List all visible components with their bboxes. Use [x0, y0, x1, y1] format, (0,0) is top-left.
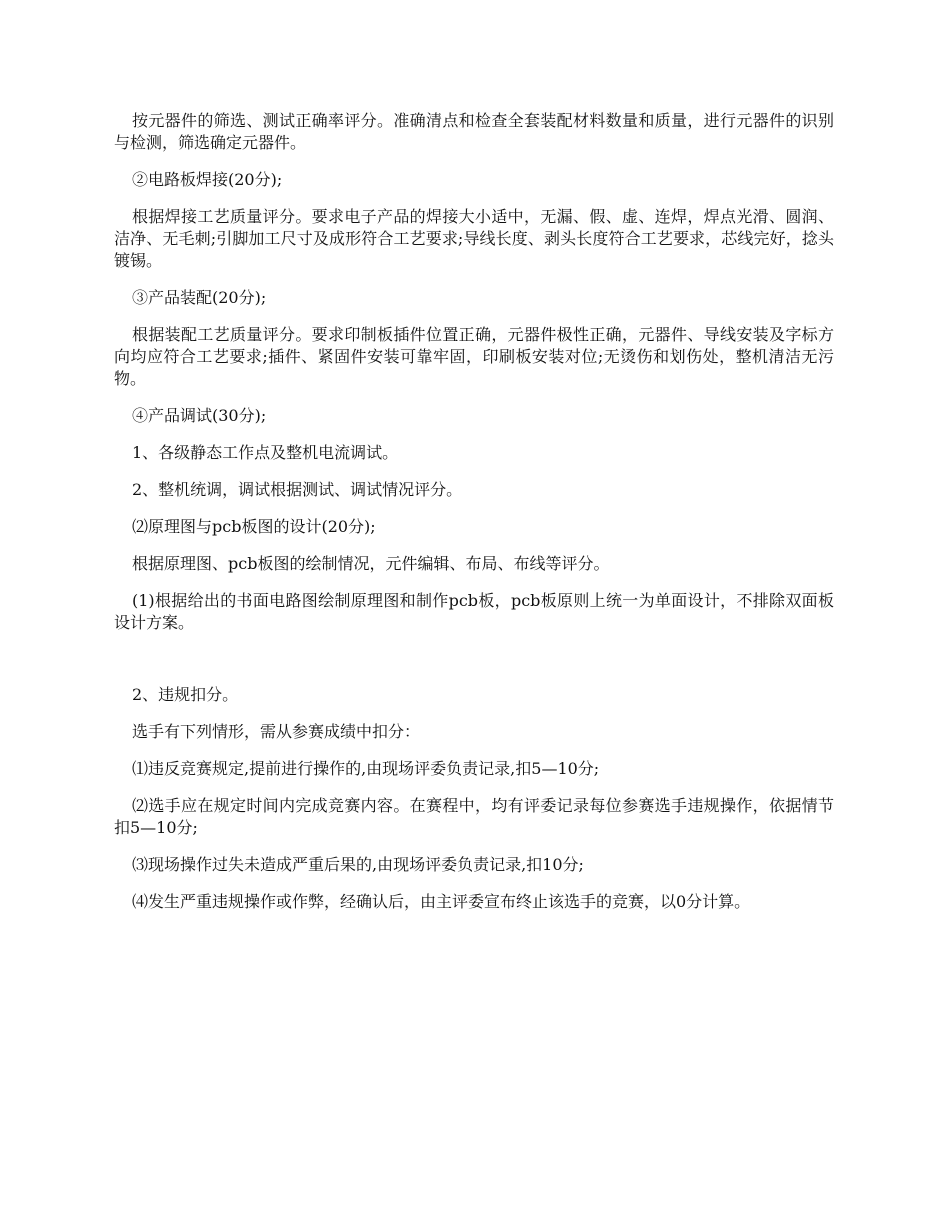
list-item-deduction-2: ⑵选手应在规定时间内完成竞赛内容。在赛程中，均有评委记录每位参赛选手违规操作，依据情节扣5—10分;	[114, 796, 834, 837]
paragraph-component-screening: 按元器件的筛选、测试正确率评分。准确清点和检查全套装配材料数量和质量，进行元器件的识别与检测，筛选确定元器件。	[114, 111, 834, 152]
heading-schematic-pcb-design: ⑵原理图与pcb板图的设计(20分);	[132, 517, 376, 536]
paragraph-schematic-criteria: 根据原理图、pcb板图的绘制情况，元件编辑、布局、布线等评分。	[132, 554, 610, 573]
list-item-deduction-4: ⑷发生严重违规操作或作弊，经确认后，由主评委宣布终止该选手的竞赛，以0分计算。	[132, 892, 751, 911]
heading-product-assembly: ③产品装配(20分);	[132, 288, 267, 307]
heading-pcb-soldering: ②电路板焊接(20分);	[132, 170, 283, 189]
heading-product-debugging: ④产品调试(30分);	[132, 406, 267, 425]
paragraph-deduction-intro: 选手有下列情形，需从参赛成绩中扣分：	[132, 722, 421, 741]
section-gap	[114, 649, 834, 684]
paragraph-soldering-criteria: 根据焊接工艺质量评分。要求电子产品的焊接大小适中，无漏、假、虚、连焊，焊点光滑、圆润、洁净、无毛刺;引脚加工尺寸及成形符合工艺要求;导线长度、剥头长度符合工艺要求，芯线完好，捻头镀锡。	[114, 207, 834, 270]
list-item-static-point-debug: 1、各级静态工作点及整机电流调试。	[132, 443, 399, 462]
list-item-deduction-3: ⑶现场操作过失未造成严重后果的,由现场评委负责记录,扣10分;	[132, 855, 584, 874]
paragraph-assembly-criteria: 根据装配工艺质量评分。要求印制板插件位置正确，元器件极性正确，元器件、导线安装及字标方向均应符合工艺要求;插件、紧固件安装可靠牢固，印刷板安装对位;无烫伤和划伤处，整机清洁无污物。	[114, 325, 834, 388]
heading-violation-deduction: 2、违规扣分。	[132, 685, 239, 704]
document-body	[114, 110, 834, 928]
list-item-full-debug: 2、整机统调，调试根据测试、调试情况评分。	[132, 480, 463, 499]
list-item-deduction-1: ⑴违反竞赛规定,提前进行操作的,由现场评委负责记录,扣5—10分;	[132, 759, 600, 778]
paragraph-pcb-requirement: (1)根据给出的书面电路图绘制原理图和制作pcb板，pcb板原则上统一为单面设计，不排除双面板设计方案。	[114, 591, 834, 632]
